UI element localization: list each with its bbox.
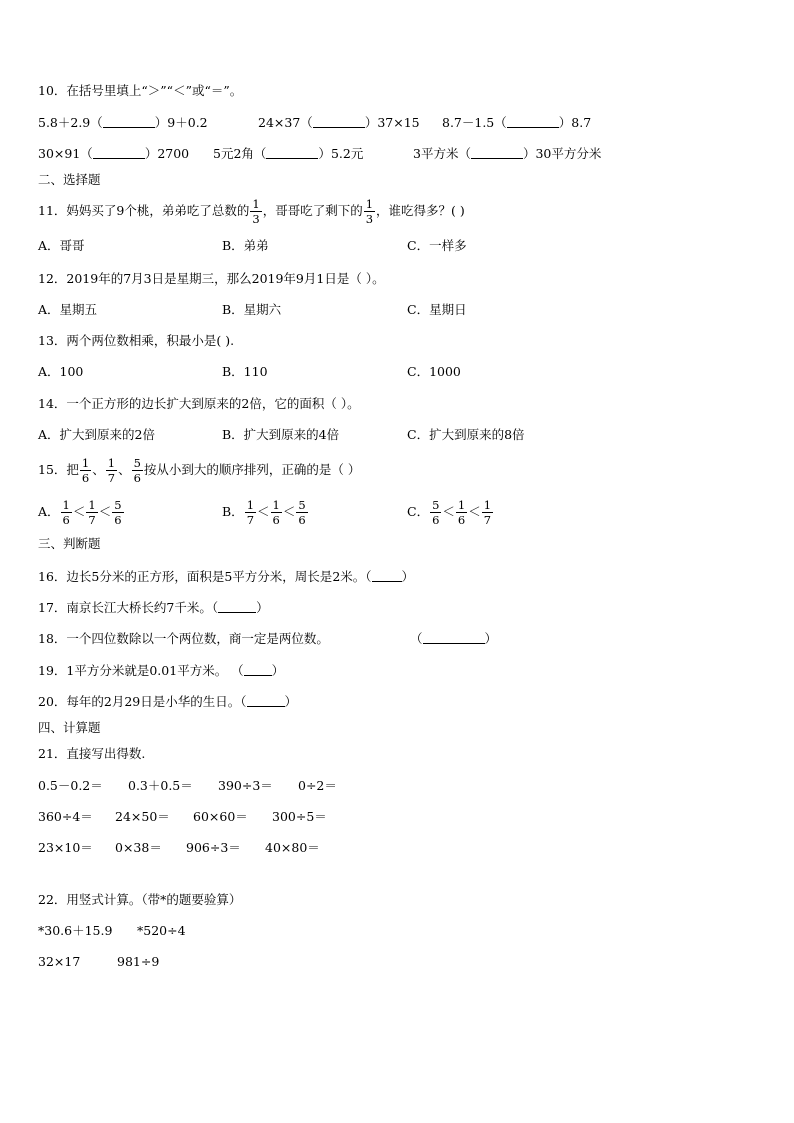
question-13: 13．两个两位数相乘，积最小是( ). [38,333,235,348]
q21-problem: 390÷3＝ [218,778,273,793]
q13-option-b[interactable]: B．110 [222,364,268,379]
q21-problem: 60×60＝ [193,809,248,824]
answer-blank[interactable] [507,115,559,128]
q12-option-c[interactable]: C．星期日 [407,302,467,317]
q21-problem: 23×10＝ [38,840,93,855]
q11-option-b[interactable]: B．弟弟 [222,238,269,253]
q10-item-6: 3平方米（ ）30平方分米 [413,146,602,161]
answer-blank[interactable] [103,115,155,128]
fraction: $\frac{1}{6}$ [81,456,90,485]
answer-blank[interactable] [247,694,285,707]
q21-problem: 24×50＝ [115,809,170,824]
answer-blank[interactable] [423,631,485,644]
question-15: 15．把 $\frac{1}{6}$ 、 $\frac{1}{7}$ 、 $\frac{5}{6}$ 按从小到大的顺序排列，正确的是（ ） [38,456,361,485]
question-17: 17．南京长江大桥长约7千米。（ ） [38,600,269,615]
q21-problem: 40×80＝ [265,840,320,855]
answer-blank[interactable] [313,115,365,128]
question-11: 11．妈妈买了9个桃，弟弟吃了总数的 $\frac{1}{3}$ ，哥哥吃了剩下的 $\frac{1}{3}$ ，谁吃得多？( ) [38,197,465,226]
q12-option-a[interactable]: A．星期五 [38,302,98,317]
q13-option-c[interactable]: C．1000 [407,364,461,379]
q22-problem: *520÷4 [137,923,186,938]
q15-option-b[interactable]: B． $\frac{1}{7}$ ＜ $\frac{1}{6}$ ＜ $\frac{5}{6}$ [222,498,306,527]
q21-problem: 0.3＋0.5＝ [128,778,193,793]
fraction: $\frac{5}{6}$ [133,456,141,485]
question-20: 20．每年的2月29日是小华的生日。（ ） [38,694,298,709]
answer-blank[interactable] [471,146,523,159]
q10-item-5: 5元2角（ ）5.2元 [213,146,364,161]
answer-blank[interactable] [266,146,318,159]
question-12: 12．2019年的7月3日是星期三，那么2019年9月1日是（ ）。 [38,271,385,286]
question-21-title: 21．直接写出得数. [38,746,146,761]
question-16: 16．边长5分米的正方形，面积是5平方分米，周长是2米。（ ） [38,569,415,584]
q22-problem: 981÷9 [117,954,160,969]
answer-blank[interactable] [93,146,145,159]
question-10-title: 10．在括号里填上“＞”“＜”或“＝”。 [38,83,243,98]
q21-problem: 300÷5＝ [272,809,327,824]
q21-problem: 0×38＝ [115,840,162,855]
q21-problem: 0÷2＝ [298,778,337,793]
q15-option-a[interactable]: A． $\frac{1}{6}$ ＜ $\frac{1}{7}$ ＜ $\frac{5}{6}$ [38,498,122,527]
q14-option-b[interactable]: B．扩大到原来的4倍 [222,427,340,442]
q11-option-a[interactable]: A．哥哥 [38,238,85,253]
fraction: $\frac{1}{3}$ [365,197,374,226]
q14-option-c[interactable]: C．扩大到原来的8倍 [407,427,525,442]
q10-item-3: 8.7－1.5（ ）8.7 [442,115,592,130]
q21-problem: 906÷3＝ [186,840,241,855]
q10-item-1: 5.8＋2.9（ ）9＋0.2 [38,115,208,130]
q14-option-a[interactable]: A．扩大到原来的2倍 [38,427,155,442]
q22-problem: *30.6＋15.9 [38,923,113,938]
q13-option-a[interactable]: A．100 [38,364,84,379]
q15-option-c[interactable]: C． $\frac{5}{6}$ ＜ $\frac{1}{6}$ ＜ $\frac{1}{7}$ [407,498,492,527]
section-heading-judgement: 三、判断题 [38,536,101,551]
question-19: 19．1平方分米就是0.01平方米。 （ ） [38,663,285,678]
fraction: $\frac{1}{7}$ [107,456,116,485]
q21-problem: 360÷4＝ [38,809,93,824]
answer-blank[interactable] [372,569,402,582]
q11-option-c[interactable]: C．一样多 [407,238,467,253]
q21-problem: 0.5－0.2＝ [38,778,103,793]
q12-option-b[interactable]: B．星期六 [222,302,282,317]
answer-blank[interactable] [244,663,272,676]
question-14: 14．一个正方形的边长扩大到原来的2倍，它的面积（ ）。 [38,396,360,411]
question-18-answer: （ ） [410,631,498,646]
fraction: $\frac{1}{3}$ [252,197,260,226]
question-22-title: 22．用竖式计算。（带*的题要验算） [38,892,242,907]
section-heading-choice: 二、选择题 [38,172,101,187]
q10-item-2: 24×37（ ）37×15 [258,115,420,130]
q10-item-4: 30×91（ ）2700 [38,146,190,161]
question-18: 18．一个四位数除以一个两位数，商一定是两位数。 [38,631,329,646]
section-heading-calculation: 四、计算题 [38,720,101,735]
answer-blank[interactable] [218,600,256,613]
q22-problem: 32×17 [38,954,81,969]
